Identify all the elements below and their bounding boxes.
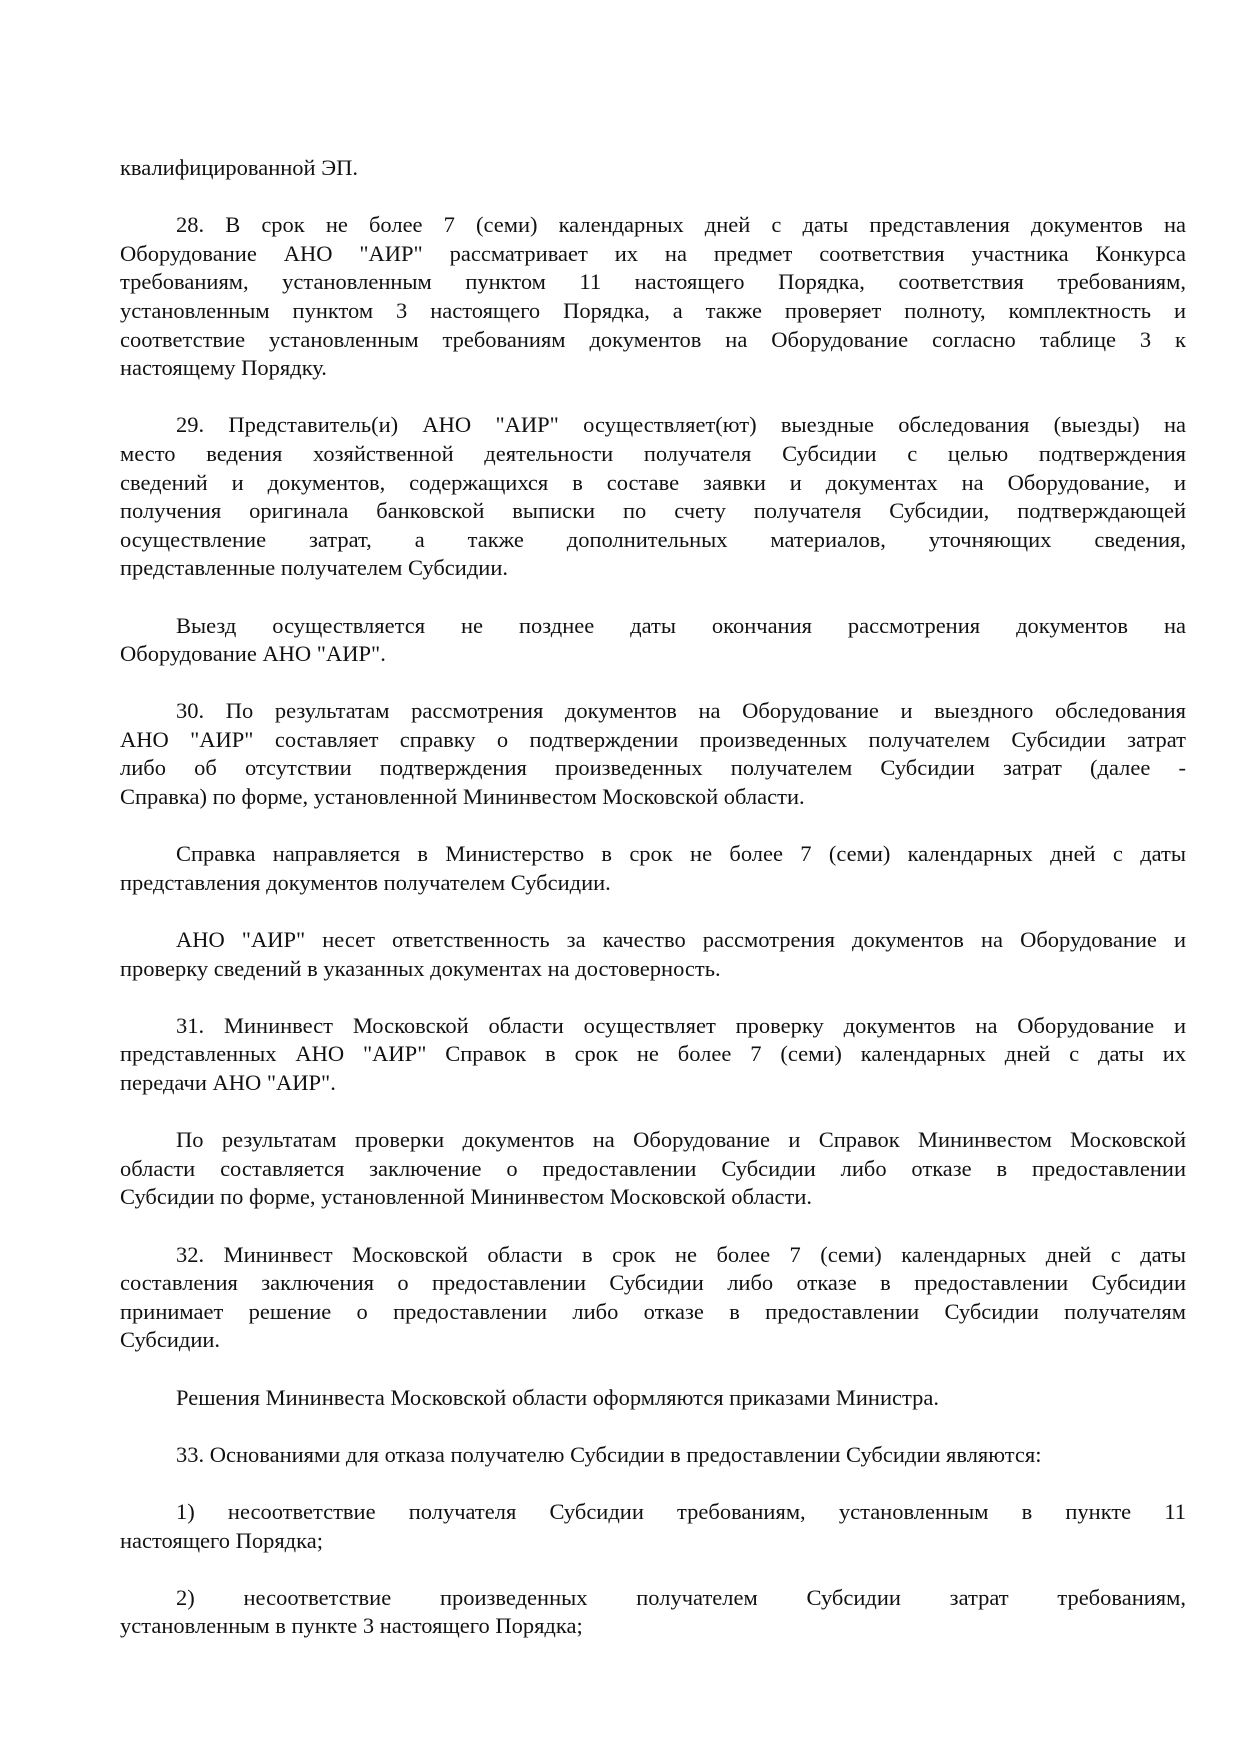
paragraph [120, 926, 1186, 983]
paragraph [120, 411, 1186, 583]
text-line: настоящего Порядка; [120, 1527, 323, 1553]
text-line: представленных АНО "АИР" Справок в срок не более 7 (семи) календарных дней с даты их [120, 1041, 1186, 1067]
text-line: передачи АНО "АИР". [120, 1070, 336, 1095]
text-line: По результатам проверки документов на Оборудование и Справок Мининвестом Московской [176, 1127, 1186, 1153]
paragraph [120, 697, 1186, 811]
text-line: соответствие установленным требованиям документов на Оборудование согласно таблице 3 к [120, 326, 1186, 352]
text-line: области составляется заключение о предоставлении Субсидии либо отказе в предоставлении [120, 1155, 1186, 1181]
text-line: осуществление затрат, а также дополнительных материалов, уточняющих сведения, [120, 526, 1186, 552]
text-line: Оборудование АНО "АИР". [120, 641, 386, 667]
text-line: требованиям, установленным пунктом 11 настоящего Порядка, соответствия требованиям, [120, 269, 1186, 295]
paragraph [120, 1012, 1186, 1098]
paragraph [120, 1584, 1186, 1641]
paragraph [120, 1498, 1186, 1555]
paragraph [120, 1126, 1186, 1212]
text-line: получения оригинала банковской выписки по счету получателя Субсидии, подтверждающей [120, 498, 1186, 524]
text-line: либо об отсутствии подтверждения произведенных получателем Субсидии затрат (далее - [120, 755, 1186, 781]
text-line: представления документов получателем Субсидии. [120, 869, 611, 895]
paragraph [120, 1441, 1186, 1470]
text-line: 2) несоответствие произведенных получателем Субсидии затрат требованиям, [176, 1584, 1186, 1610]
text-line: 31. Мининвест Московской области осуществляет проверку документов на Оборудование и [176, 1012, 1186, 1038]
text-line: представленные получателем Субсидии. [120, 555, 508, 581]
text-line: принимает решение о предоставлении либо отказе в предоставлении Субсидии получателям [120, 1298, 1186, 1324]
text-line: квалифицированной ЭП. [120, 155, 358, 180]
text-line: 28. В срок не более 7 (семи) календарных дней с даты представления документов на [176, 212, 1186, 238]
text-line: 32. Мининвест Московской области в срок не более 7 (семи) календарных дней с даты [176, 1241, 1186, 1267]
text-line: Субсидии. [120, 1327, 221, 1353]
paragraph [120, 211, 1186, 383]
text-line: 29. Представитель(и) АНО "АИР" осуществляет(ют) выездные обследования (выезды) на [176, 412, 1186, 438]
text-line: 30. По результатам рассмотрения документов на Оборудование и выездного обследования [176, 698, 1186, 724]
text-line: 1) несоответствие получателя Субсидии требованиям, установленным в пункте 11 [176, 1498, 1186, 1524]
text-line: 33. Основаниями для отказа получателю Субсидии в предоставлении Субсидии являются: [176, 1441, 1042, 1467]
paragraph [120, 1241, 1186, 1355]
text-line: сведений и документов, содержащихся в составе заявки и документах на Оборудование, и [120, 469, 1186, 495]
text-line: Справка) по форме, установленной Мининвестом Московской области. [120, 784, 805, 810]
document-page [120, 154, 1186, 1669]
paragraph [120, 612, 1186, 669]
paragraph [120, 1384, 1186, 1413]
text-line: Оборудование АНО "АИР" рассматривает их на предмет соответствия участника Конкурса [120, 240, 1186, 266]
text-line: проверку сведений в указанных документах на достоверность. [120, 955, 721, 981]
text-line: установленным в пункте 3 настоящего Порядка; [120, 1613, 583, 1639]
text-line: АНО "АИР" несет ответственность за качество рассмотрения документов на Оборудование и [176, 927, 1186, 953]
text-line: настоящему Порядку. [120, 355, 327, 381]
text-line: Субсидии по форме, установленной Мининвестом Московской области. [120, 1184, 813, 1210]
text-line: АНО "АИР" составляет справку о подтверждении произведенных получателем Субсидии затрат [120, 726, 1186, 752]
text-line: место ведения хозяйственной деятельности получателя Субсидии с целью подтверждения [120, 440, 1186, 466]
paragraph [120, 840, 1186, 897]
paragraph [120, 154, 1186, 183]
text-line: Справка направляется в Министерство в срок не более 7 (семи) календарных дней с даты [176, 841, 1186, 867]
text-line: составления заключения о предоставлении Субсидии либо отказе в предоставлении Субсидии [120, 1270, 1186, 1296]
text-line: Выезд осуществляется не позднее даты окончания рассмотрения документов на [176, 612, 1186, 638]
text-line: установленным пунктом 3 настоящего Порядка, а также проверяет полноту, комплектность и [120, 297, 1186, 323]
text-line: Решения Мининвеста Московской области оформляются приказами Министра. [176, 1384, 939, 1410]
